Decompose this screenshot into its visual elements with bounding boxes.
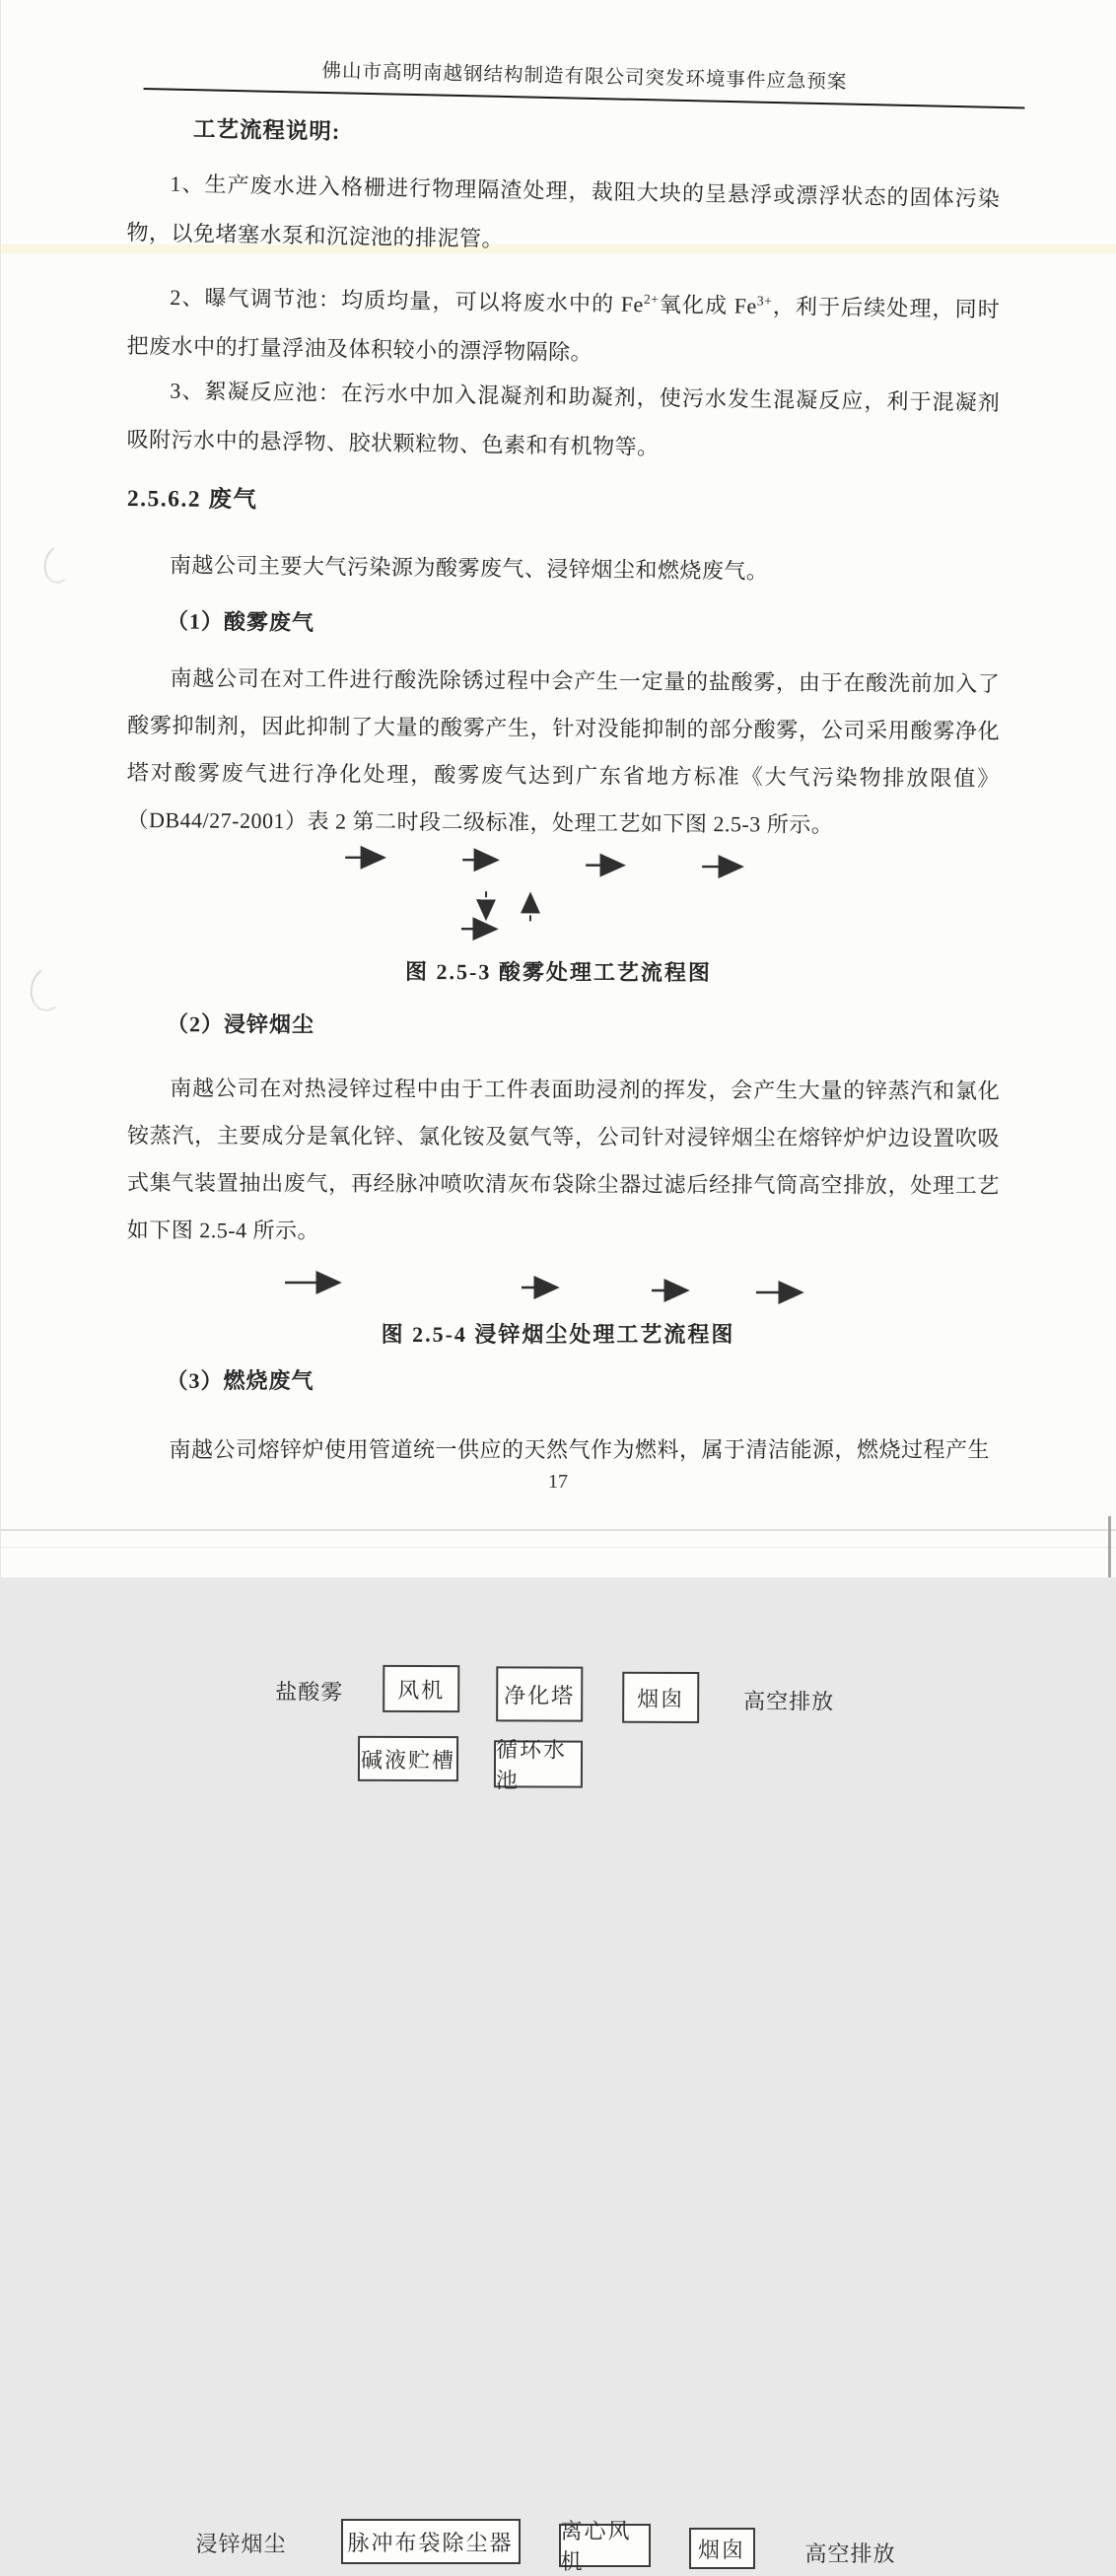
p2-text: 氧化成 Fe	[659, 292, 757, 317]
fe3-superscript: 3+	[756, 293, 772, 308]
flow-diagram-zinc-fume	[1, 1257, 1116, 1314]
page-number: 17	[1, 1471, 1116, 1494]
flow-node-label: 循环水池	[495, 1733, 580, 1794]
flow-node-label: 烟囱	[637, 1682, 684, 1712]
page-header	[143, 51, 1025, 108]
section-heading-waste-gas: 2.5.6.2 废气	[126, 479, 999, 522]
fe2-superscript: 2+	[643, 292, 659, 307]
scan-page-edge	[1108, 1516, 1111, 1577]
paragraph-combustion-detail: 南越公司熔锌炉使用管道统一供应的天然气作为燃料，属于清洁能源，燃烧过程产生	[127, 1426, 1000, 1475]
figure-caption-2-5-4: 图 2.5-4 浸锌烟尘处理工艺流程图	[1, 1318, 1116, 1349]
p2-text: ，利于后续处理，同时把废水中的打量浮油及体积较小的漂浮物隔除。	[126, 294, 1000, 365]
flow-node-label: 烟囱	[698, 2534, 745, 2564]
flow-node-centrifugal-fan	[559, 2524, 651, 2567]
header-title: 佛山市高明南越钢结构制造有限公司突发环境事件应急预案	[321, 61, 847, 94]
flow-node-label: 碱液贮槽	[360, 1743, 454, 1774]
flow-node-label: 风机	[397, 1673, 445, 1704]
paragraph-flocculation-tank: 3、絮凝反应池：在污水中加入混凝剂和助凝剂，使污水发生混凝反应，利于混凝剂吸附污水中的悬浮物、胶状颗粒物、色素和有机物等。	[126, 366, 1000, 477]
flow-output-label: 高空排放	[743, 1685, 834, 1715]
flow-node-circulating-pool	[493, 1740, 582, 1787]
scan-artifact-line	[1, 1529, 1116, 1531]
flow-node-label: 脉冲布袋除尘器	[347, 2527, 513, 2557]
flow-node-alkali-tank	[357, 1736, 457, 1781]
flow-source-label: 浸锌烟尘	[196, 2528, 287, 2558]
flow-node-chimney	[622, 1672, 699, 1723]
paragraph-acid-mist-detail: 南越公司在对工件进行酸洗除锈过程中会产生一定量的盐酸雾，由于在酸洗前加入了酸雾抑制剂，因此抑制了大量的酸雾产生，针对没能抑制的部分酸雾，公司采用酸雾净化塔对酸雾废气进行净化处理，酸雾废气达到广东省地方标准《大气污染物排放限值》（DB44/27-2001）表 2 第二时段二级标准，处理工艺如下图 2.5-3 所示。	[126, 655, 1000, 850]
scan-artifact-line	[1, 1547, 1116, 1548]
flow-node-chimney	[689, 2528, 755, 2569]
subheading-combustion-gas: （3）燃烧废气	[127, 1364, 1000, 1395]
intro-heading: 工艺流程说明:	[126, 110, 999, 158]
flow-node-purification-tower	[496, 1666, 583, 1721]
flow-output-label: 高空排放	[805, 2538, 896, 2568]
figure-caption-2-5-3: 图 2.5-3 酸雾处理工艺流程图	[0, 954, 1115, 989]
paragraph-aeration-tank	[126, 267, 1000, 383]
paragraph-grille-treatment: 1、生产废水进入格栅进行物理隔渣处理，裁阻大块的呈悬浮或漂浮状态的固体污染物，以免堵塞水泵和沉淀池的排泥管。	[126, 159, 1001, 273]
subheading-acid-mist: （1）酸雾废气	[126, 604, 999, 644]
paragraph-pollution-sources: 南越公司主要大气污染源为酸雾废气、浸锌烟尘和燃烧废气。	[126, 540, 999, 598]
flow-arrows	[1, 1257, 1116, 1314]
p2-text: 2、曝气调节池：均质均量，可以将废水中的 Fe	[170, 285, 644, 316]
flow-node-label: 净化塔	[504, 1679, 575, 1709]
paragraph-zinc-fume-detail: 南越公司在对热浸锌过程中由于工件表面助浸剂的挥发，会产生大量的锌蒸汽和氯化铵蒸汽，主要成分是氧化锌、氯化铵及氨气等，公司针对浸锌烟尘在熔锌炉炉边设置吹吸式集气装置抽出废气，再经脉冲喷吹清灰布袋除尘器过滤后经排气筒高空排放，处理工艺如下图 2.5-4 所示。	[126, 1065, 1000, 1257]
subheading-zinc-fume: （2）浸锌烟尘	[126, 1008, 999, 1041]
flow-source-label: 盐酸雾	[275, 1676, 343, 1706]
flow-node-label: 离心风机	[561, 2515, 649, 2576]
document-page	[1, 0, 1116, 1577]
flow-node-pulse-bag-filter	[341, 2519, 521, 2564]
flow-node-fan	[383, 1665, 459, 1712]
